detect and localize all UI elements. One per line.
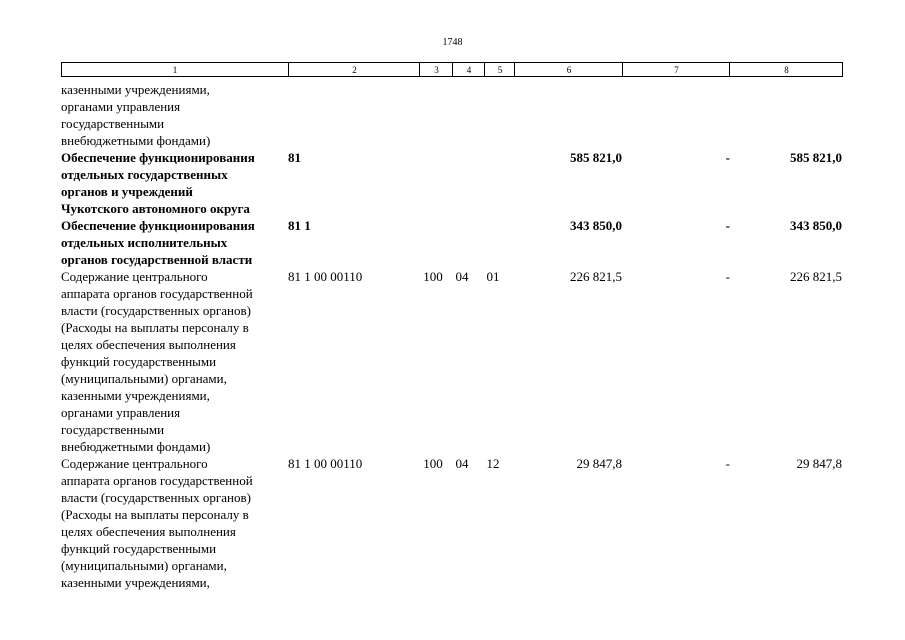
row-cell-c7: - bbox=[725, 456, 730, 471]
column-header-7: 7 bbox=[622, 63, 730, 76]
row-cell-c3: 100 bbox=[423, 269, 443, 284]
row-cell-c6: 226 821,5 bbox=[570, 269, 622, 284]
row-cell-c4: 04 bbox=[455, 456, 469, 471]
row-description-line: казенными учреждениями, bbox=[61, 388, 210, 403]
row-cell-c5: 12 bbox=[486, 456, 500, 471]
row-description-line: казенными учреждениями, bbox=[61, 575, 210, 590]
table-header bbox=[61, 62, 843, 77]
column-header-4: 4 bbox=[452, 63, 485, 76]
row-cell-code: 81 bbox=[288, 150, 301, 165]
row-description-line: Чукотского автономного округа bbox=[61, 201, 250, 216]
column-header-5: 5 bbox=[484, 63, 515, 76]
row-description-line: (муниципальными) органами, bbox=[61, 558, 227, 573]
row-description-line: власти (государственных органов) bbox=[61, 303, 251, 318]
row-cell-c7: - bbox=[725, 269, 730, 284]
row-cell-c6: 29 847,8 bbox=[576, 456, 622, 471]
row-cell-c8: 343 850,0 bbox=[790, 218, 842, 233]
row-cell-c8: 226 821,5 bbox=[790, 269, 842, 284]
row-description-line: (Расходы на выплаты персоналу в bbox=[61, 320, 249, 335]
row-description-line: органов государственной власти bbox=[61, 252, 253, 267]
row-description-line: государственными bbox=[61, 116, 165, 131]
row-cell-code: 81 1 bbox=[288, 218, 311, 233]
column-header-3: 3 bbox=[419, 63, 453, 76]
row-description-line: функций государственными bbox=[61, 354, 217, 369]
row-cell-c5: 01 bbox=[486, 269, 500, 284]
row-description-line: Содержание центрального bbox=[61, 269, 208, 284]
row-cell-c7: - bbox=[725, 218, 730, 233]
row-description-line: власти (государственных органов) bbox=[61, 490, 251, 505]
row-cell-c7: - bbox=[725, 150, 730, 165]
row-cell-code: 81 1 00 00110 bbox=[288, 269, 363, 284]
row-description-line: отдельных исполнительных bbox=[61, 235, 228, 250]
row-description-line: Обеспечение функционирования bbox=[61, 150, 255, 165]
row-cell-c3: 100 bbox=[423, 456, 443, 471]
row-description-line: органами управления bbox=[61, 99, 181, 114]
row-description-line: (муниципальными) органами, bbox=[61, 371, 227, 386]
row-description-line: функций государственными bbox=[61, 541, 217, 556]
row-description-line: (Расходы на выплаты персоналу в bbox=[61, 507, 249, 522]
row-description-line: аппарата органов государственной bbox=[61, 286, 253, 301]
row-description-line: целях обеспечения выполнения bbox=[61, 337, 236, 352]
row-description-line: Обеспечение функционирования bbox=[61, 218, 255, 233]
row-description-line: внебюджетными фондами) bbox=[61, 439, 211, 454]
row-cell-c8: 29 847,8 bbox=[796, 456, 842, 471]
column-header-8: 8 bbox=[729, 63, 843, 76]
row-description-line: казенными учреждениями, bbox=[61, 82, 210, 97]
row-description-line: органами управления bbox=[61, 405, 181, 420]
column-header-1: 1 bbox=[172, 64, 178, 75]
row-cell-code: 81 1 00 00110 bbox=[288, 456, 363, 471]
column-header-2: 2 bbox=[288, 63, 420, 76]
row-description-line: отдельных государственных bbox=[61, 167, 228, 182]
row-description-line: внебюджетными фондами) bbox=[61, 133, 211, 148]
row-cell-c4: 04 bbox=[455, 269, 469, 284]
row-description-line: Содержание центрального bbox=[61, 456, 208, 471]
column-header-6: 6 bbox=[514, 63, 623, 76]
row-cell-c8: 585 821,0 bbox=[790, 150, 842, 165]
row-description-line: целях обеспечения выполнения bbox=[61, 524, 236, 539]
page-number: 1748 bbox=[442, 37, 463, 48]
row-description-line: государственными bbox=[61, 422, 165, 437]
row-description-line: аппарата органов государственной bbox=[61, 473, 253, 488]
row-description-line: органов и учреждений bbox=[61, 184, 193, 199]
row-cell-c6: 585 821,0 bbox=[570, 150, 622, 165]
row-cell-c6: 343 850,0 bbox=[570, 218, 622, 233]
